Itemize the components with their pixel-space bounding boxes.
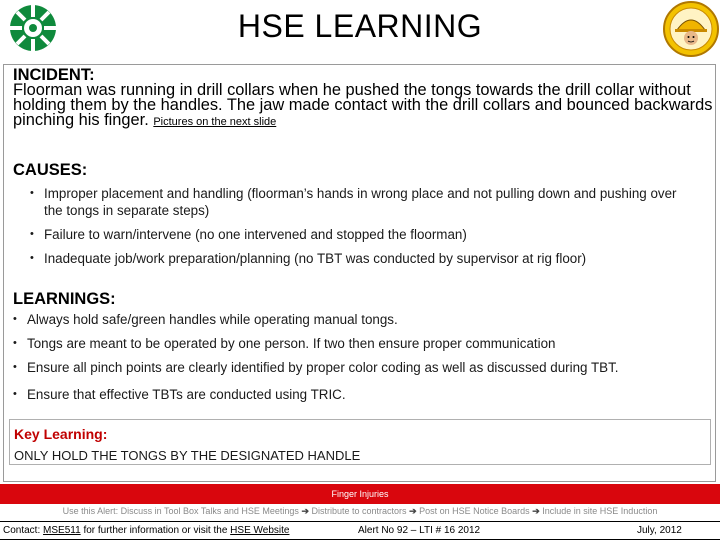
footer-contact	[3, 522, 289, 539]
incident-description: Floorman was running in drill collars when he pushed the tongs towards the drill collar without holding them by the handles. The jaw made contact with the drill collars and bounced backwards pinching his finger.	[13, 81, 713, 129]
alert-content-box	[3, 64, 716, 482]
key-learning-box	[9, 419, 711, 465]
causes-heading: CAUSES:	[13, 161, 88, 179]
usage-use: Use this Alert: Discuss in Tool Box Talks and HSE Meetings	[62, 506, 299, 516]
usage-instructions	[0, 506, 720, 520]
hse-website-link[interactable]: HSE Website	[230, 525, 290, 536]
contact-link[interactable]: MSE511	[43, 525, 81, 536]
alert-number: Alert No 92 – LTI # 16 2012	[358, 525, 481, 536]
list-item: • Always hold safe/green handles while operating manual tongs.	[13, 311, 703, 335]
list-item: • Improper placement and handling (floorman’s hands in wrong place and not pulling down and pushing over the tongs in separate steps)	[30, 185, 690, 219]
causes-list	[30, 185, 690, 274]
arrow-right-icon: ➔	[409, 506, 417, 516]
usage-include: Include in site HSE Induction	[542, 506, 658, 516]
usage-post: Post on HSE Notice Boards	[419, 506, 530, 516]
incident-section	[13, 68, 713, 130]
arrow-right-icon: ➔	[532, 506, 540, 516]
key-learning-text: ONLY HOLD THE TONGS BY THE DESIGNATED HANDLE	[14, 448, 361, 463]
learnings-list	[13, 311, 703, 410]
list-item: • Tongs are meant to be operated by one person. If two then ensure proper communication	[13, 335, 703, 359]
key-learning-heading: Key Learning:	[14, 426, 108, 442]
list-item: • Failure to warn/intervene (no one intervened and stopped the floorman)	[30, 226, 690, 243]
contact-middle-text: for further information or visit the	[83, 525, 228, 536]
category-label: Finger Injuries	[331, 489, 389, 499]
footer	[0, 521, 720, 540]
page-title: HSE LEARNING	[0, 4, 720, 48]
alert-date: July, 2012	[637, 525, 682, 536]
learnings-heading: LEARNINGS:	[13, 290, 116, 308]
pictures-note-link[interactable]: Pictures on the next slide	[153, 116, 277, 128]
header	[0, 0, 720, 56]
list-item: • Ensure all pinch points are clearly identified by proper color coding as well as discussed during TBT.	[13, 359, 703, 383]
arrow-right-icon: ➔	[301, 506, 309, 516]
usage-distribute: Distribute to contractors	[311, 506, 407, 516]
list-item: • Inadequate job/work preparation/planning (no TBT was conducted by supervisor at rig floor)	[30, 250, 690, 267]
list-item: • Ensure that effective TBTs are conducted using TRIC.	[13, 386, 703, 410]
incident-heading: INCIDENT:	[13, 66, 95, 84]
contact-prefix: Contact:	[3, 525, 41, 536]
safety-worker-badge-icon	[662, 0, 720, 58]
category-banner	[0, 484, 720, 504]
